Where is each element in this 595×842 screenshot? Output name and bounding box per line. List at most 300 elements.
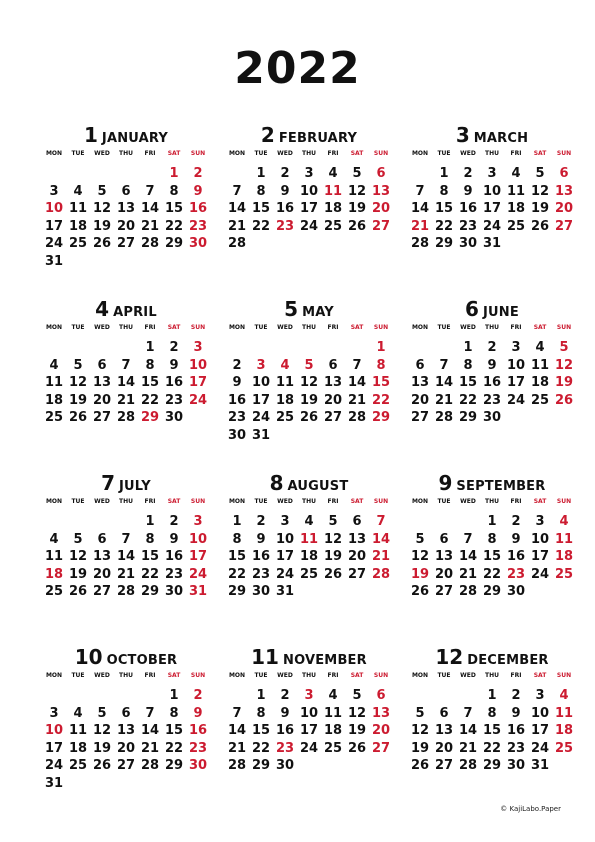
month-name: DECEMBER <box>467 653 549 668</box>
day-cell: 29 <box>140 584 160 599</box>
day-cell: 29 <box>482 758 502 773</box>
month-title <box>225 124 393 146</box>
day-cell: 5 <box>352 688 362 703</box>
day-cell: 27 <box>434 758 454 773</box>
month-number: 9 <box>438 471 453 495</box>
weekday-label: SAT <box>167 150 181 157</box>
weekday-header <box>408 148 576 160</box>
day-cell: 22 <box>164 740 184 756</box>
day-cell: 10 <box>482 183 502 199</box>
weekday-label: FRI <box>144 672 156 679</box>
day-cell: 5 <box>304 357 314 373</box>
day-cell: 16 <box>458 201 478 216</box>
weekday-label: WED <box>94 324 110 331</box>
day-cell: 13 <box>410 375 430 390</box>
day-cell: 30 <box>506 584 526 599</box>
day-cell: 23 <box>482 392 502 408</box>
day-cell: 12 <box>92 201 112 216</box>
weekday-label: WED <box>277 150 293 157</box>
day-cell: 20 <box>371 201 391 216</box>
day-cell: 27 <box>410 410 430 425</box>
day-cell: 6 <box>439 531 449 547</box>
day-cell: 9 <box>256 531 266 547</box>
day-cell: 7 <box>121 531 131 547</box>
month-february <box>225 124 393 298</box>
empty-cell <box>321 339 345 357</box>
empty-cell <box>273 339 297 357</box>
day-cell: 15 <box>140 375 160 390</box>
day-cell: 7 <box>121 357 131 373</box>
weekday-label: THU <box>302 498 316 505</box>
day-cell: 22 <box>371 392 391 408</box>
day-cell: 10 <box>299 183 319 199</box>
weekday-label: MON <box>45 672 63 679</box>
day-cell: 3 <box>304 166 314 181</box>
day-cell: 4 <box>73 183 83 199</box>
day-cell: 28 <box>116 584 136 599</box>
day-cell: 11 <box>44 549 64 564</box>
weekday-label: SUN <box>556 324 572 331</box>
weekday-label: SUN <box>556 498 572 505</box>
weekday-label: FRI <box>144 150 156 157</box>
day-cell: 25 <box>554 566 574 582</box>
day-cell: 19 <box>530 201 550 216</box>
day-cell: 22 <box>227 566 247 582</box>
day-cell: 10 <box>506 357 526 373</box>
day-cell: 9 <box>280 705 290 721</box>
day-cell: 26 <box>410 758 430 773</box>
day-cell: 12 <box>410 549 430 564</box>
empty-cell <box>90 687 114 705</box>
weekday-label: WED <box>460 150 476 157</box>
day-cell: 28 <box>140 236 160 251</box>
day-cell: 17 <box>188 375 208 390</box>
empty-cell <box>249 339 273 357</box>
weekday-label: WED <box>94 150 110 157</box>
weekday-label: SAT <box>350 672 364 679</box>
day-cell: 12 <box>530 183 550 199</box>
day-cell: 30 <box>188 236 208 251</box>
day-cell: 1 <box>487 688 497 703</box>
day-cell: 2 <box>511 688 521 703</box>
weekday-header <box>408 322 576 334</box>
day-cell: 19 <box>347 723 367 738</box>
day-cell: 27 <box>371 740 391 756</box>
day-cell: 20 <box>371 723 391 738</box>
empty-cell <box>408 165 432 183</box>
month-title <box>225 472 393 494</box>
day-cell: 7 <box>145 705 155 721</box>
day-cell: 23 <box>275 218 295 234</box>
weekday-label: FRI <box>510 498 522 505</box>
empty-cell <box>456 687 480 705</box>
day-cell: 7 <box>439 357 449 373</box>
empty-cell <box>225 687 249 705</box>
day-cell: 7 <box>145 183 155 199</box>
day-cell: 25 <box>44 410 64 425</box>
day-cell: 5 <box>97 705 107 721</box>
weekday-label: TUE <box>71 150 85 157</box>
weekday-label: THU <box>485 150 499 157</box>
day-cell: 17 <box>44 740 64 756</box>
weekday-label: MON <box>411 150 429 157</box>
day-cell: 26 <box>299 410 319 425</box>
day-cell: 2 <box>511 514 521 529</box>
day-cell: 4 <box>511 166 521 181</box>
day-cell: 4 <box>535 340 545 355</box>
day-cell: 12 <box>347 705 367 721</box>
day-cell: 14 <box>116 549 136 564</box>
day-grid <box>225 687 393 775</box>
day-cell: 3 <box>256 357 266 373</box>
day-cell: 13 <box>323 375 343 390</box>
weekday-label: WED <box>277 672 293 679</box>
day-cell: 4 <box>304 514 314 529</box>
day-cell: 19 <box>410 566 430 582</box>
day-grid <box>408 687 576 775</box>
day-cell: 19 <box>323 549 343 564</box>
weekday-label: SAT <box>533 672 547 679</box>
day-cell: 1 <box>256 688 266 703</box>
day-cell: 1 <box>145 514 155 529</box>
day-cell: 30 <box>506 758 526 773</box>
weekday-label: WED <box>94 498 110 505</box>
empty-cell <box>42 339 66 357</box>
day-cell: 22 <box>140 392 160 408</box>
day-cell: 27 <box>347 566 367 582</box>
weekday-label: SUN <box>190 672 206 679</box>
weekday-label: THU <box>119 672 133 679</box>
weekday-label: TUE <box>254 498 268 505</box>
day-cell: 9 <box>193 705 203 721</box>
day-cell: 15 <box>371 375 391 390</box>
empty-cell <box>408 339 432 357</box>
month-name: JULY <box>119 479 151 494</box>
day-cell: 24 <box>299 218 319 234</box>
month-number: 3 <box>455 123 470 147</box>
day-cell: 18 <box>554 723 574 738</box>
weekday-label: FRI <box>327 672 339 679</box>
day-cell: 24 <box>506 392 526 408</box>
weekday-label: SAT <box>533 498 547 505</box>
day-cell: 26 <box>554 392 574 408</box>
day-cell: 30 <box>482 410 502 425</box>
weekday-label: TUE <box>254 672 268 679</box>
day-cell: 4 <box>328 688 338 703</box>
month-name: JANUARY <box>101 131 169 146</box>
day-cell: 23 <box>188 218 208 234</box>
day-cell: 4 <box>559 688 569 703</box>
day-cell: 12 <box>323 531 343 547</box>
day-cell: 8 <box>487 531 497 547</box>
day-cell: 17 <box>299 201 319 216</box>
empty-cell <box>408 513 432 531</box>
day-cell: 12 <box>68 549 88 564</box>
day-cell: 28 <box>227 236 247 251</box>
month-number: 5 <box>284 297 299 321</box>
day-cell: 23 <box>275 740 295 756</box>
day-cell: 20 <box>116 740 136 756</box>
day-cell: 7 <box>352 357 362 373</box>
weekday-label: MON <box>228 498 246 505</box>
day-cell: 21 <box>410 218 430 234</box>
day-cell: 6 <box>352 514 362 529</box>
day-cell: 30 <box>251 584 271 599</box>
day-cell: 11 <box>506 183 526 199</box>
day-cell: 28 <box>458 758 478 773</box>
weekday-header <box>408 670 576 682</box>
day-cell: 14 <box>140 201 160 216</box>
day-cell: 28 <box>140 758 160 773</box>
weekday-header <box>225 148 393 160</box>
day-cell: 5 <box>73 357 83 373</box>
day-cell: 6 <box>121 705 131 721</box>
day-cell: 19 <box>410 740 430 756</box>
day-cell: 1 <box>232 514 242 529</box>
day-cell: 1 <box>376 340 386 355</box>
month-january <box>42 124 210 298</box>
day-cell: 24 <box>44 758 64 773</box>
day-cell: 21 <box>434 392 454 408</box>
weekday-label: THU <box>302 672 316 679</box>
day-cell: 4 <box>49 531 59 547</box>
month-number: 11 <box>251 645 279 669</box>
day-cell: 20 <box>347 549 367 564</box>
empty-cell <box>66 339 90 357</box>
weekday-label: FRI <box>327 498 339 505</box>
day-cell: 26 <box>92 236 112 251</box>
day-cell: 1 <box>463 340 473 355</box>
day-cell: 28 <box>371 566 391 582</box>
day-cell: 27 <box>92 410 112 425</box>
day-cell: 10 <box>44 723 64 738</box>
day-cell: 1 <box>439 166 449 181</box>
day-cell: 16 <box>164 549 184 564</box>
day-cell: 9 <box>280 183 290 199</box>
day-cell: 20 <box>92 392 112 408</box>
month-title <box>42 124 210 146</box>
day-cell: 2 <box>169 340 179 355</box>
month-name: SEPTEMBER <box>456 479 546 494</box>
day-cell: 16 <box>275 201 295 216</box>
day-grid <box>42 687 210 792</box>
day-cell: 31 <box>530 758 550 773</box>
weekday-label: MON <box>228 324 246 331</box>
weekday-label: FRI <box>327 150 339 157</box>
credit-text: © KajiLabo.Paper <box>500 805 561 813</box>
weekday-label: THU <box>119 498 133 505</box>
day-cell: 18 <box>323 723 343 738</box>
day-cell: 11 <box>68 201 88 216</box>
day-cell: 10 <box>530 531 550 547</box>
day-cell: 2 <box>487 340 497 355</box>
day-cell: 31 <box>44 775 64 791</box>
month-number: 7 <box>101 471 116 495</box>
empty-cell <box>138 687 162 705</box>
empty-cell <box>138 165 162 183</box>
day-cell: 29 <box>434 236 454 251</box>
day-cell: 21 <box>458 566 478 582</box>
weekday-label: MON <box>228 672 246 679</box>
day-cell: 15 <box>227 549 247 564</box>
weekday-label: TUE <box>71 672 85 679</box>
empty-cell <box>66 513 90 531</box>
weekday-label: TUE <box>437 672 451 679</box>
day-cell: 8 <box>145 357 155 373</box>
weekday-label: THU <box>485 498 499 505</box>
empty-cell <box>345 339 369 357</box>
weekday-label: THU <box>485 672 499 679</box>
weekday-label: MON <box>411 324 429 331</box>
day-cell: 24 <box>530 566 550 582</box>
month-june <box>408 298 576 472</box>
day-cell: 15 <box>251 723 271 738</box>
weekday-label: FRI <box>510 324 522 331</box>
weekday-header <box>42 322 210 334</box>
day-cell: 26 <box>68 410 88 425</box>
day-cell: 26 <box>410 584 430 599</box>
day-cell: 25 <box>323 740 343 756</box>
day-cell: 13 <box>116 723 136 738</box>
day-cell: 21 <box>140 740 160 756</box>
weekday-label: SUN <box>373 324 389 331</box>
day-grid <box>42 513 210 601</box>
day-cell: 2 <box>256 514 266 529</box>
month-name: JUNE <box>482 305 519 320</box>
weekday-label: SUN <box>373 672 389 679</box>
day-cell: 20 <box>323 392 343 408</box>
empty-cell <box>408 687 432 705</box>
day-cell: 4 <box>328 166 338 181</box>
day-cell: 17 <box>188 549 208 564</box>
day-cell: 9 <box>487 357 497 373</box>
day-cell: 26 <box>323 566 343 582</box>
day-cell: 30 <box>164 584 184 599</box>
month-number: 10 <box>74 645 103 669</box>
day-cell: 26 <box>530 218 550 234</box>
day-cell: 24 <box>44 236 64 251</box>
day-cell: 21 <box>227 740 247 756</box>
day-cell: 23 <box>506 740 526 756</box>
day-cell: 27 <box>116 236 136 251</box>
month-name: MARCH <box>473 131 529 146</box>
month-number: 12 <box>435 645 464 669</box>
month-title <box>42 646 210 668</box>
day-cell: 12 <box>68 375 88 390</box>
calendar-grid <box>42 123 574 820</box>
day-cell: 1 <box>169 688 179 703</box>
weekday-label: SAT <box>167 672 181 679</box>
day-cell: 12 <box>347 183 367 199</box>
day-cell: 8 <box>145 531 155 547</box>
day-cell: 22 <box>458 392 478 408</box>
day-cell: 15 <box>482 723 502 738</box>
day-cell: 23 <box>164 392 184 408</box>
empty-cell <box>225 165 249 183</box>
day-cell: 19 <box>92 740 112 756</box>
month-september <box>408 472 576 646</box>
day-cell: 24 <box>275 566 295 582</box>
day-cell: 10 <box>299 705 319 721</box>
day-cell: 11 <box>44 375 64 390</box>
day-cell: 20 <box>554 201 574 216</box>
empty-cell <box>225 339 249 357</box>
month-title <box>225 646 393 668</box>
day-cell: 13 <box>434 549 454 564</box>
day-cell: 7 <box>415 183 425 199</box>
day-cell: 7 <box>232 705 242 721</box>
empty-cell <box>90 513 114 531</box>
day-cell: 14 <box>227 723 247 738</box>
day-cell: 28 <box>347 410 367 425</box>
day-cell: 4 <box>49 357 59 373</box>
day-cell: 3 <box>49 705 59 721</box>
day-cell: 27 <box>434 584 454 599</box>
day-cell: 25 <box>68 236 88 251</box>
day-cell: 8 <box>232 531 242 547</box>
day-cell: 18 <box>275 392 295 408</box>
day-cell: 3 <box>511 340 521 355</box>
weekday-label: MON <box>45 150 63 157</box>
day-cell: 29 <box>227 584 247 599</box>
day-cell: 3 <box>280 514 290 529</box>
day-cell: 22 <box>434 218 454 234</box>
day-cell: 23 <box>188 740 208 756</box>
month-august <box>225 472 393 646</box>
day-cell: 16 <box>482 375 502 390</box>
day-cell: 10 <box>251 375 271 390</box>
day-cell: 28 <box>434 410 454 425</box>
day-cell: 17 <box>506 375 526 390</box>
day-cell: 8 <box>256 705 266 721</box>
weekday-label: SUN <box>556 672 572 679</box>
day-cell: 9 <box>232 375 242 390</box>
day-cell: 2 <box>463 166 473 181</box>
day-cell: 21 <box>140 218 160 234</box>
weekday-label: WED <box>460 672 476 679</box>
day-cell: 4 <box>559 514 569 529</box>
day-cell: 5 <box>97 183 107 199</box>
day-cell: 14 <box>410 201 430 216</box>
day-cell: 24 <box>188 392 208 408</box>
day-cell: 6 <box>97 357 107 373</box>
day-cell: 19 <box>92 218 112 234</box>
month-number: 8 <box>269 471 284 495</box>
month-name: APRIL <box>113 305 157 320</box>
day-cell: 14 <box>458 549 478 564</box>
day-cell: 27 <box>554 218 574 234</box>
day-cell: 19 <box>68 392 88 408</box>
day-cell: 31 <box>44 253 64 269</box>
month-title <box>408 646 576 668</box>
day-cell: 3 <box>193 340 203 355</box>
day-cell: 14 <box>347 375 367 390</box>
day-cell: 11 <box>530 357 550 373</box>
day-cell: 15 <box>164 201 184 216</box>
day-cell: 8 <box>376 357 386 373</box>
day-cell: 22 <box>482 566 502 582</box>
day-cell: 6 <box>415 357 425 373</box>
day-cell: 5 <box>415 705 425 721</box>
day-cell: 27 <box>323 410 343 425</box>
day-cell: 22 <box>140 566 160 582</box>
month-april <box>42 298 210 472</box>
day-cell: 4 <box>280 357 290 373</box>
day-cell: 29 <box>371 410 391 425</box>
empty-cell <box>42 687 66 705</box>
day-cell: 23 <box>164 566 184 582</box>
month-name: MAY <box>302 305 334 320</box>
